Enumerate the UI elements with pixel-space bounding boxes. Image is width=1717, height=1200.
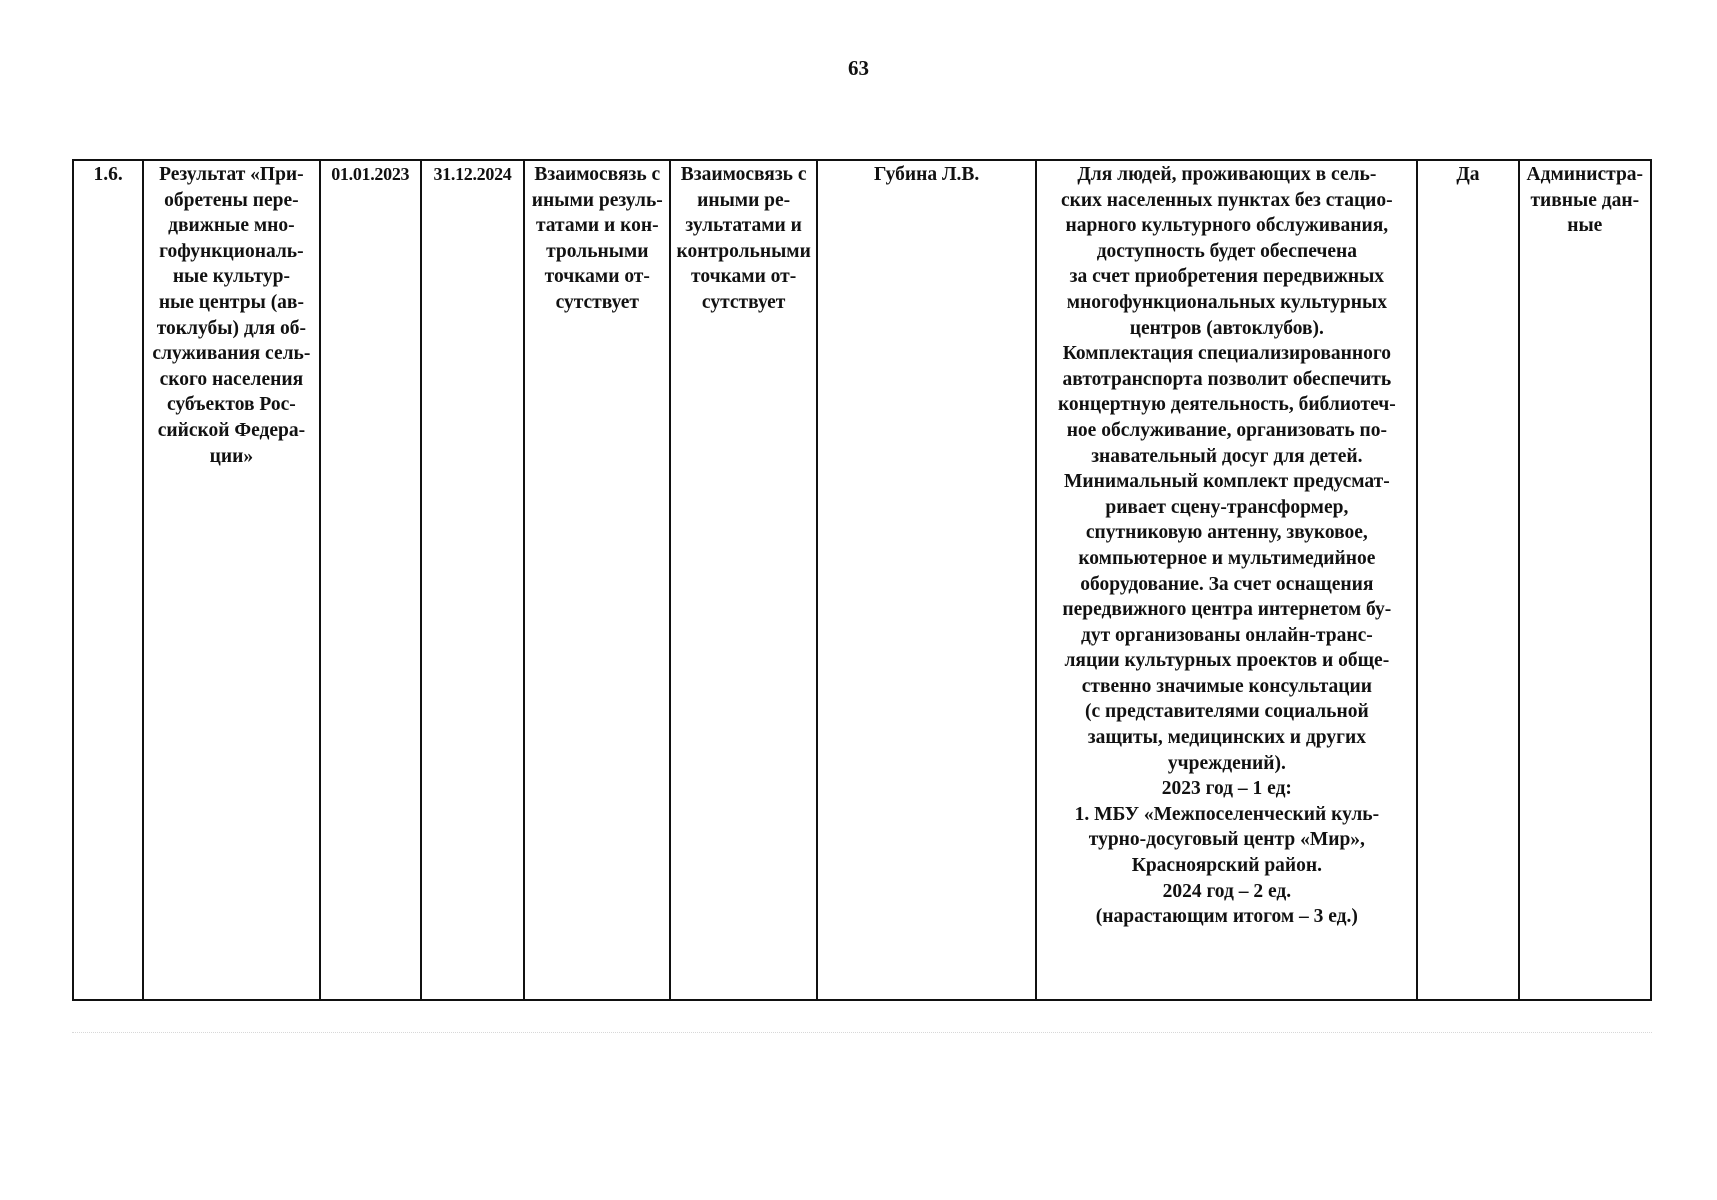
- relation-line: сутствует: [701, 291, 786, 313]
- cell-relation-results: [524, 160, 670, 1000]
- description-line: (нарастающим итогом – 3 ед.): [1095, 906, 1358, 928]
- cell-flag: Да: [1417, 160, 1518, 1000]
- description-line: ное обслуживание, организовать по-: [1066, 419, 1387, 441]
- result-line: движные мно-: [168, 215, 295, 237]
- description-line: Красноярский район.: [1131, 855, 1323, 877]
- description-line: доступность будет обеспечена: [1096, 240, 1358, 262]
- description-line: ривает сцену-трансформер,: [1105, 496, 1349, 518]
- relation-line: иными резуль-: [531, 189, 663, 211]
- result-line: служивания сель-: [152, 343, 311, 365]
- description-line: концертную деятельность, библиотеч-: [1057, 394, 1396, 416]
- description-line: ляции культурных проектов и обще-: [1064, 650, 1390, 672]
- description-line: за счет приобретения передвижных: [1069, 266, 1385, 288]
- result-line: обретены пере-: [164, 189, 299, 211]
- result-line: токлубы) для об-: [156, 317, 307, 339]
- relation-line: трольными: [546, 240, 649, 262]
- relation-line: Взаимосвязь с: [534, 164, 661, 185]
- relation-line: зультатами и: [685, 215, 802, 237]
- description-line: спутниковую антенну, звуковое,: [1085, 522, 1368, 544]
- description-line: знавательный досуг для детей.: [1091, 445, 1363, 467]
- description-line: многофункциональных культурных: [1066, 291, 1387, 313]
- description-line: центров (автоклубов).: [1129, 317, 1324, 339]
- description-line: 2023 год – 1 ед:: [1161, 778, 1292, 800]
- source-line: тивные дан-: [1530, 189, 1640, 211]
- relation-line: контрольными: [676, 240, 811, 262]
- cell-start-date: 01.01.2023: [320, 160, 421, 1000]
- description-line: компьютерное и мультимедийное: [1078, 547, 1376, 569]
- cell-source: [1519, 160, 1651, 1000]
- description-line: 2024 год – 2 ед.: [1162, 880, 1292, 902]
- description-line: Комплектация специализированного: [1062, 343, 1391, 365]
- result-line: ные культур-: [172, 266, 290, 288]
- description-line: передвижного центра интернетом бу-: [1062, 599, 1392, 621]
- cell-responsible: Губина Л.В.: [817, 160, 1037, 1000]
- result-line: ции»: [209, 445, 254, 467]
- description-line: (с представителями социальной: [1084, 701, 1369, 723]
- relation-line: сутствует: [555, 291, 640, 313]
- description-line: 1. МБУ «Межпоселенческий куль-: [1074, 803, 1380, 825]
- description-line: ственно значимые консультации: [1081, 675, 1372, 697]
- description-line: турно-досуговый центр «Мир»,: [1088, 829, 1365, 851]
- cell-number: 1.6.: [73, 160, 143, 1000]
- source-line: Администра-: [1526, 164, 1644, 185]
- description-line: Для людей, проживающих в сель-: [1077, 164, 1377, 185]
- relation-line: точками от-: [691, 266, 797, 288]
- cell-end-date: 31.12.2024: [421, 160, 524, 1000]
- result-line: гофункциональ-: [159, 240, 304, 262]
- cell-relation-checkpoints: [670, 160, 816, 1000]
- description-line: автотранспорта позволит обеспечить: [1062, 368, 1392, 390]
- page-number: 63: [848, 56, 869, 80]
- description-line: защиты, медицинских и других: [1087, 727, 1366, 749]
- source-line: ные: [1567, 215, 1603, 237]
- description-line: дут организованы онлайн-транс-: [1080, 624, 1373, 646]
- result-line: ского населения: [159, 368, 304, 390]
- description-line: ских населенных пунктах без стацио-: [1061, 189, 1393, 211]
- result-table: [72, 159, 1652, 1001]
- scan-artifact-divider: [72, 1032, 1652, 1035]
- description-line: Минимальный комплект предусмат-: [1063, 471, 1390, 493]
- cell-description: [1036, 160, 1417, 1000]
- description-line: нарного культурного обслуживания,: [1065, 215, 1389, 237]
- relation-line: иными ре-: [697, 189, 791, 211]
- description-line: оборудование. За счет оснащения: [1080, 573, 1374, 595]
- relation-line: татами и кон-: [535, 215, 659, 237]
- result-line: ные центры (ав-: [158, 291, 304, 313]
- relation-line: точками от-: [544, 266, 650, 288]
- result-line: сийской Федера-: [157, 419, 306, 441]
- relation-line: Взаимосвязь с: [680, 164, 807, 185]
- description-line: учреждений).: [1167, 752, 1286, 774]
- table-row: [73, 160, 1651, 1000]
- result-line: Результат «При-: [159, 164, 304, 185]
- result-line: субъектов Рос-: [167, 394, 296, 416]
- cell-result: [143, 160, 319, 1000]
